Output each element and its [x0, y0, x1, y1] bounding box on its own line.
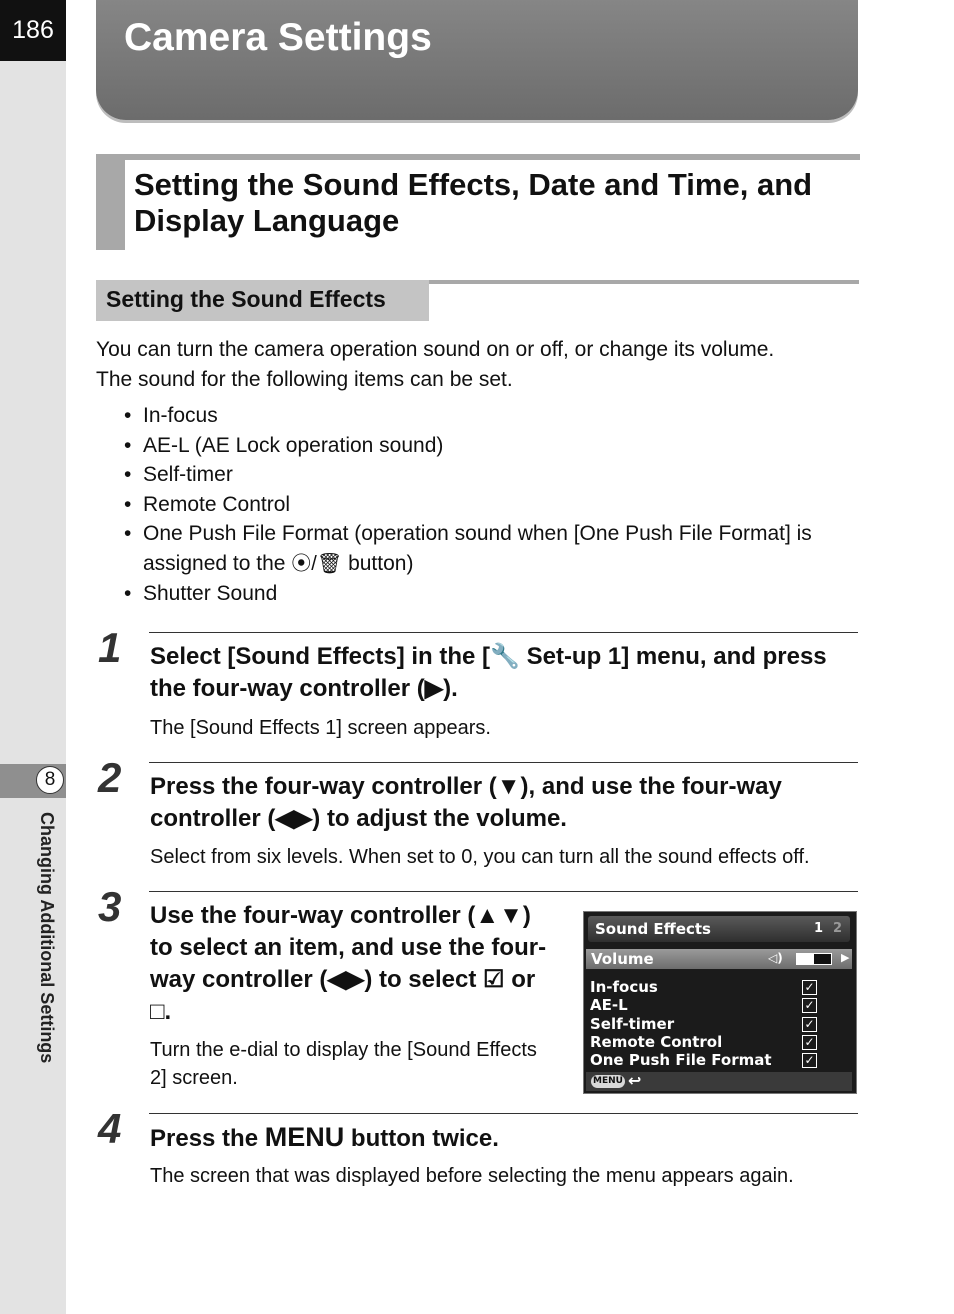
intro-line-2: The sound for the following items can be set. [96, 367, 513, 391]
lcd-title: Sound Effects [595, 920, 711, 938]
checkbox-checked-icon: ✓ [802, 1017, 817, 1032]
menu-badge: MENU [591, 1075, 625, 1088]
step-number-2: 2 [98, 754, 122, 801]
section-title: Setting the Sound Effects, Date and Time, and Display Language [134, 167, 813, 238]
lcd-page-other: 2 [833, 921, 843, 936]
checkbox-checked-icon: ✓ [802, 980, 817, 995]
up-arrow-icon: ▲ [475, 902, 500, 929]
chapter-label: Changing Additional Settings [37, 812, 57, 1064]
lcd-volume-row [586, 949, 852, 969]
left-arrow-icon: ◀ [327, 966, 346, 993]
right-arrow-icon: ▶ [424, 675, 444, 702]
lcd-item: Remote Control ✓ [590, 1033, 852, 1051]
lcd-item: One Push File Format ✓ [590, 1051, 852, 1069]
right-arrow-icon: ▶ [293, 805, 313, 832]
right-arrow-icon: ▶ [345, 966, 365, 993]
intro-line-1: You can turn the camera operation sound on or off, or change its volume. [96, 338, 775, 361]
list-item: • Remote Control [124, 490, 864, 520]
step-title-3: Use the four-way controller (▲▼) to select an item, and use the four-way controller (◀▶) to select ☑ or □. [150, 902, 547, 1025]
camera-lcd-screen [583, 911, 857, 1094]
list-item: • Shutter Sound [124, 579, 864, 609]
step-number-4: 4 [98, 1105, 122, 1152]
page-title: Camera Settings [124, 16, 432, 59]
checkbox-checked-icon: ☑ [483, 966, 505, 993]
checkbox-checked-icon: ✓ [802, 1035, 817, 1050]
left-arrow-icon: ◀ [275, 805, 294, 832]
sound-items-list [124, 401, 864, 609]
speaker-icon: ◁) [768, 951, 783, 965]
page-number: 186 [0, 0, 66, 61]
list-item: • AE-L (AE Lock operation sound) [124, 431, 864, 461]
step-rule-3 [149, 891, 858, 892]
lcd-volume-label: Volume [591, 950, 654, 968]
section-side-bar [96, 160, 125, 250]
volume-bar [796, 953, 832, 965]
menu-button-label: MENU [264, 1122, 345, 1152]
step-rule-1 [149, 632, 858, 633]
wrench-icon: 🔧 [490, 643, 520, 670]
green-delete-button-icon: ⦿/🗑 [291, 552, 343, 575]
checkbox-checked-icon: ✓ [802, 1053, 817, 1068]
down-arrow-icon: ▼ [499, 902, 523, 929]
step-title-1: Select [Sound Effects] in the [🔧 Set-up 1] menu, and press the four-way controller (▶). [150, 643, 827, 702]
step-rule-2 [149, 762, 858, 763]
list-item: • One Push File Format (operation sound when [One Push File Format] is assigned to the ⦿/🗑 button) [124, 519, 864, 579]
checkbox-empty-icon: □ [150, 998, 165, 1025]
step-number-1: 1 [98, 624, 122, 671]
section-rule [96, 154, 860, 160]
lcd-items [590, 978, 852, 1069]
down-arrow-icon: ▼ [496, 773, 521, 800]
step-desc-3: Turn the e-dial to display the [Sound Effects 2] screen. [150, 1039, 537, 1089]
step-desc-1: The [Sound Effects 1] screen appears. [150, 717, 491, 739]
lcd-footer [586, 1072, 852, 1091]
lcd-item: In-focus ✓ [590, 978, 852, 996]
list-item: • Self-timer [124, 460, 864, 490]
back-arrow-icon: ↩ [628, 1071, 642, 1090]
volume-fill [797, 954, 814, 964]
lcd-item: AE-L ✓ [590, 996, 852, 1014]
lcd-item: Self-timer ✓ [590, 1015, 852, 1033]
list-item: • In-focus [124, 401, 864, 431]
step-title-4: Press the MENU button twice. [150, 1122, 499, 1152]
lcd-header [588, 916, 850, 942]
right-arrow-icon: ▶ [841, 951, 850, 964]
step-desc-2: Select from six levels. When set to 0, you can turn all the sound effects off. [150, 846, 810, 868]
subsection-title: Setting the Sound Effects [106, 286, 386, 312]
step-number-3: 3 [98, 883, 122, 930]
checkbox-checked-icon: ✓ [802, 998, 817, 1013]
step-title-2: Press the four-way controller (▼), and use the four-way controller (◀▶) to adjust the volume. [150, 773, 782, 832]
lcd-page-current: 1 [814, 921, 824, 936]
intro-text [96, 335, 856, 394]
step-rule-4 [149, 1113, 858, 1114]
step-desc-4: The screen that was displayed before selecting the menu appears again. [150, 1165, 794, 1187]
page-sidebar [0, 0, 66, 1314]
chapter-number: 8 [36, 766, 64, 794]
